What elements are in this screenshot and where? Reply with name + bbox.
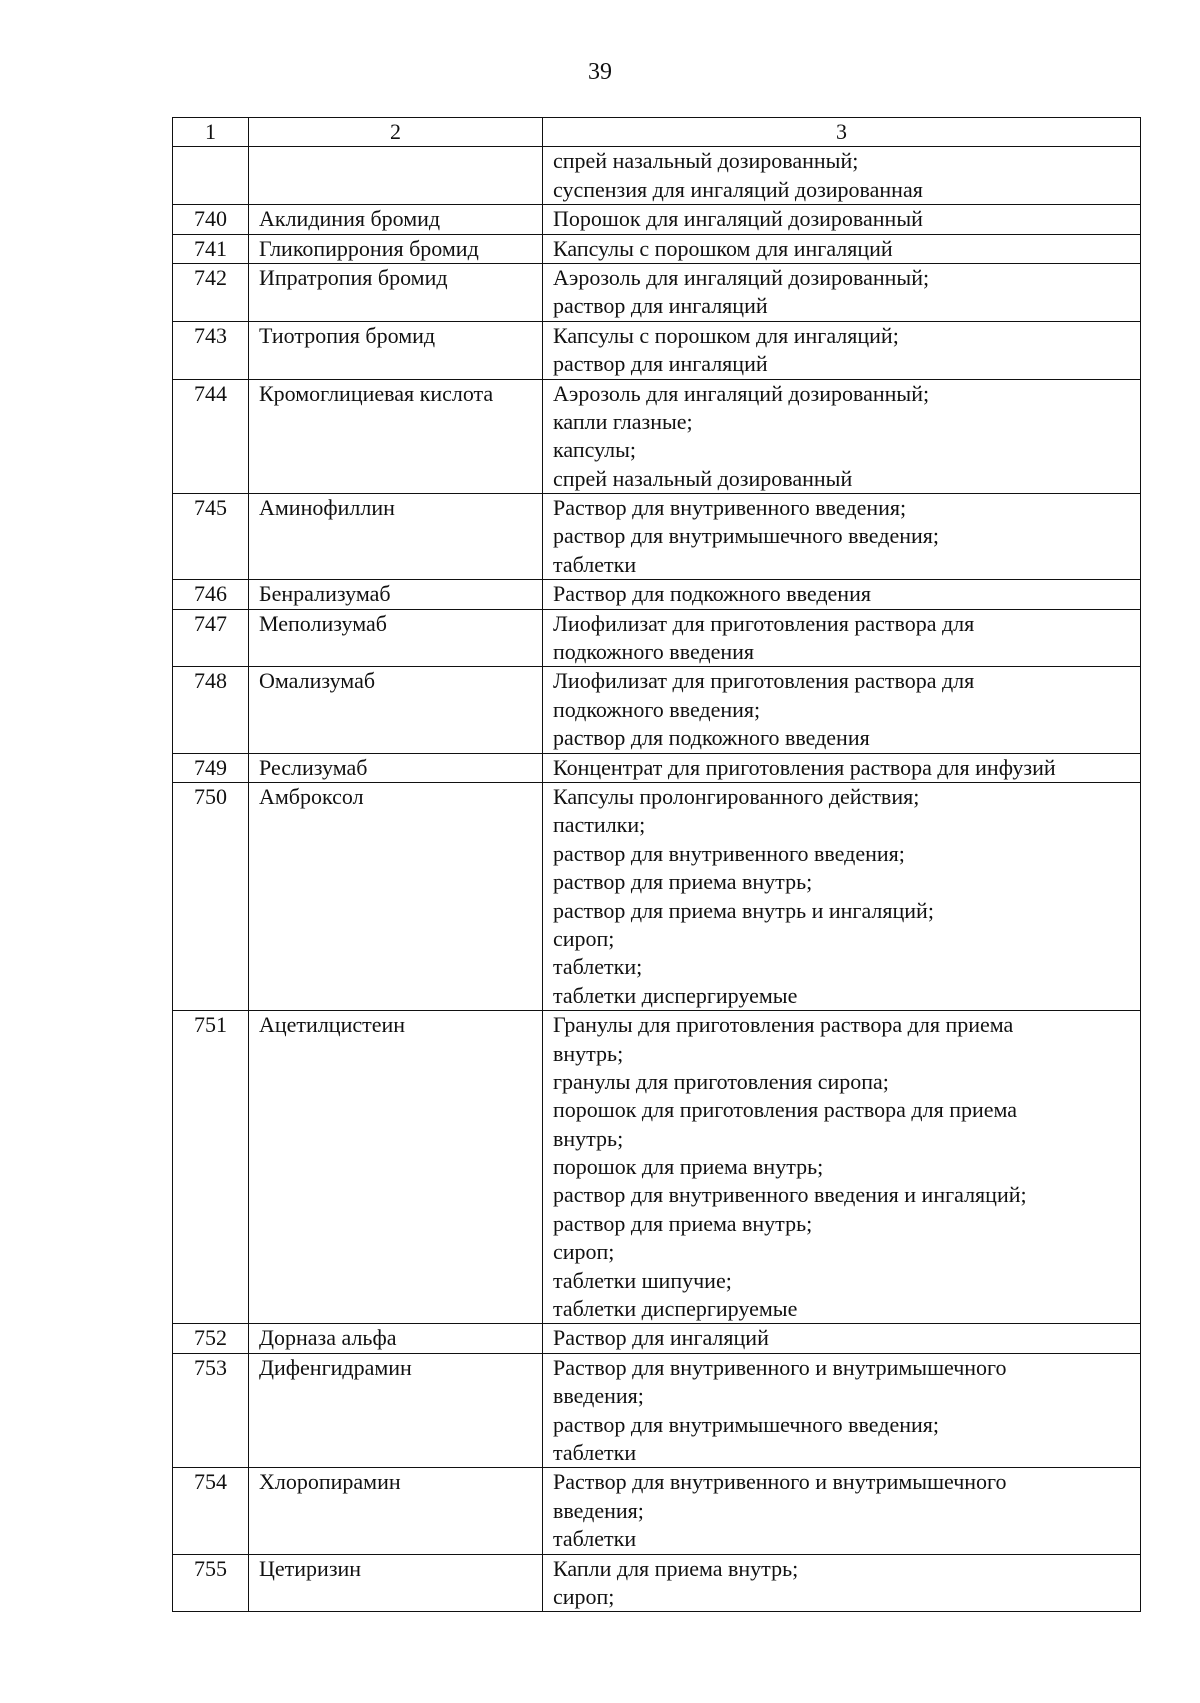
dosage-forms-cell <box>543 1324 1141 1353</box>
dosage-form-line: внутрь; <box>553 1040 624 1066</box>
row-number-cell <box>173 205 249 234</box>
dosage-form-line: Раствор для внутривенного и внутримышечного <box>553 1354 1007 1380</box>
drug-name: Омализумаб <box>259 668 376 694</box>
dosage-forms-cell <box>543 1011 1141 1324</box>
table-row <box>173 379 1141 494</box>
dosage-form-line: раствор для подкожного введения <box>553 725 870 751</box>
drug-name-cell <box>249 263 543 321</box>
dosage-forms-cell <box>543 1554 1141 1612</box>
drug-name-cell <box>249 1011 543 1324</box>
row-number: 741 <box>194 235 227 261</box>
row-number: 748 <box>194 668 227 694</box>
row-number: 751 <box>194 1012 227 1038</box>
dosage-forms-cell <box>543 1353 1141 1468</box>
dosage-form-line: Гранулы для приготовления раствора для приема <box>553 1012 1014 1038</box>
row-number: 745 <box>194 495 227 521</box>
row-number-cell <box>173 609 249 667</box>
dosage-forms-cell <box>543 147 1141 205</box>
dosage-form-line: подкожного введения <box>553 639 755 665</box>
dosage-form-line: Капсулы пролонгированного действия; <box>553 783 920 809</box>
table-body <box>173 147 1141 1612</box>
table-row <box>173 667 1141 753</box>
drug-name: Ипратропия бромид <box>259 264 448 290</box>
dosage-forms-cell <box>543 494 1141 580</box>
column-header: 3 <box>543 118 1141 147</box>
drug-name-cell <box>249 580 543 609</box>
drug-name-cell <box>249 321 543 379</box>
row-number: 752 <box>194 1325 227 1351</box>
dosage-form-line: раствор для приема внутрь и ингаляций; <box>553 897 934 923</box>
drug-name-cell <box>249 1324 543 1353</box>
dosage-form-line: раствор для внутривенного введения и ингаляций; <box>553 1182 1027 1208</box>
row-number-cell <box>173 580 249 609</box>
dosage-form-line: Аэрозоль для ингаляций дозированный; <box>553 380 930 406</box>
row-number-cell <box>173 1353 249 1468</box>
drug-name: Тиотропия бромид <box>259 322 436 348</box>
row-number: 746 <box>194 581 227 607</box>
drug-name: Дифенгидрамин <box>259 1354 412 1380</box>
dosage-form-line: таблетки диспергируемые <box>553 982 798 1008</box>
dosage-form-line: раствор для внутримышечного введения; <box>553 523 940 549</box>
drug-name-cell <box>249 667 543 753</box>
dosage-form-line: таблетки <box>553 551 637 577</box>
dosage-form-line: спрей назальный дозированный <box>553 465 853 491</box>
dosage-forms-cell <box>543 753 1141 782</box>
dosage-form-line: Раствор для внутривенного и внутримышечного <box>553 1469 1007 1495</box>
dosage-forms-cell <box>543 1468 1141 1554</box>
table-row <box>173 147 1141 205</box>
dosage-forms-cell <box>543 580 1141 609</box>
dosage-form-line: раствор для приема внутрь; <box>553 869 813 895</box>
dosage-forms-cell <box>543 205 1141 234</box>
drug-name-cell <box>249 234 543 263</box>
drug-name: Амброксол <box>259 783 364 809</box>
drug-name <box>259 147 538 175</box>
dosage-form-line: сироп; <box>553 925 615 951</box>
dosage-form-line: порошок для приготовления раствора для приема <box>553 1097 1018 1123</box>
row-number: 743 <box>194 322 227 348</box>
dosage-form-line: сироп; <box>553 1583 615 1609</box>
row-number-cell <box>173 147 249 205</box>
dosage-form-line: Раствор для подкожного введения <box>553 581 871 607</box>
table-row <box>173 1011 1141 1324</box>
drug-name-cell <box>249 1468 543 1554</box>
drug-name: Ацетилцистеин <box>259 1012 406 1038</box>
drug-name: Реслизумаб <box>259 754 368 780</box>
dosage-forms-cell <box>543 263 1141 321</box>
table-row <box>173 609 1141 667</box>
dosage-form-line: Раствор для ингаляций <box>553 1325 769 1351</box>
row-number: 754 <box>194 1469 227 1495</box>
drug-name-cell <box>249 494 543 580</box>
dosage-forms-cell <box>543 321 1141 379</box>
drug-name-cell <box>249 609 543 667</box>
dosage-forms-cell <box>543 379 1141 494</box>
dosage-form-line: Раствор для внутривенного введения; <box>553 495 907 521</box>
table-row <box>173 1554 1141 1612</box>
dosage-form-line: введения; <box>553 1497 644 1523</box>
row-number <box>173 147 248 175</box>
table-row <box>173 1468 1141 1554</box>
drug-name-cell <box>249 782 543 1010</box>
row-number: 755 <box>194 1555 227 1581</box>
drug-name: Гликопиррония бромид <box>259 235 479 261</box>
row-number-cell <box>173 1324 249 1353</box>
table-row <box>173 205 1141 234</box>
row-number-cell <box>173 1468 249 1554</box>
row-number-cell <box>173 1554 249 1612</box>
dosage-form-line: пастилки; <box>553 812 646 838</box>
row-number: 753 <box>194 1354 227 1380</box>
drug-name: Меполизумаб <box>259 610 387 636</box>
dosage-form-line: таблетки <box>553 1526 637 1552</box>
dosage-form-line: подкожного введения; <box>553 696 761 722</box>
dosage-forms-cell <box>543 667 1141 753</box>
drug-name-cell <box>249 147 543 205</box>
row-number: 742 <box>194 264 227 290</box>
row-number: 744 <box>194 380 227 406</box>
table-row <box>173 1353 1141 1468</box>
row-number-cell <box>173 782 249 1010</box>
dosage-forms-cell <box>543 782 1141 1010</box>
dosage-form-line: раствор для внутримышечного введения; <box>553 1411 940 1437</box>
dosage-form-line: капли глазные; <box>553 408 693 434</box>
table-row <box>173 753 1141 782</box>
table-row <box>173 782 1141 1010</box>
drug-name-cell <box>249 1353 543 1468</box>
drug-name-cell <box>249 753 543 782</box>
dosage-form-line: гранулы для приготовления сиропа; <box>553 1068 889 1094</box>
dosage-form-line: Концентрат для приготовления раствора для инфузий <box>553 754 1056 780</box>
dosage-form-line: введения; <box>553 1383 644 1409</box>
row-number-cell <box>173 753 249 782</box>
dosage-form-line: порошок для приема внутрь; <box>553 1154 824 1180</box>
dosage-forms-cell <box>543 609 1141 667</box>
row-number-cell <box>173 234 249 263</box>
dosage-form-line: Порошок для ингаляций дозированный <box>553 206 923 232</box>
table-row <box>173 494 1141 580</box>
dosage-form-line: таблетки шипучие; <box>553 1267 732 1293</box>
drug-name: Бенрализумаб <box>259 581 391 607</box>
row-number-cell <box>173 321 249 379</box>
column-header: 1 <box>173 118 249 147</box>
drug-name: Хлоропирамин <box>259 1469 401 1495</box>
drug-name: Кромоглициевая кислота <box>259 380 494 406</box>
drug-name: Цетиризин <box>259 1555 362 1581</box>
row-number: 740 <box>194 206 227 232</box>
dosage-form-line: таблетки диспергируемые <box>553 1296 798 1322</box>
dosage-form-line: раствор для внутривенного введения; <box>553 840 905 866</box>
dosage-form-line: Капсулы с порошком для ингаляций; <box>553 322 899 348</box>
row-number: 749 <box>194 754 227 780</box>
drug-name: Дорназа альфа <box>259 1325 397 1351</box>
row-number-cell <box>173 494 249 580</box>
row-number-cell <box>173 1011 249 1324</box>
drug-name: Аклидиния бромид <box>259 206 441 232</box>
column-header: 2 <box>249 118 543 147</box>
dosage-form-line: капсулы; <box>553 437 636 463</box>
table-row <box>173 263 1141 321</box>
dosage-form-line: Капли для приема внутрь; <box>553 1555 799 1581</box>
drug-name-cell <box>249 205 543 234</box>
row-number-cell <box>173 379 249 494</box>
row-number: 750 <box>194 783 227 809</box>
dosage-form-line: суспензия для ингаляций дозированная <box>553 176 923 202</box>
drug-name-cell <box>249 1554 543 1612</box>
dosage-form-line: спрей назальный дозированный; <box>553 148 859 174</box>
row-number: 747 <box>194 610 227 636</box>
page-number: 39 <box>588 59 612 85</box>
dosage-form-line: таблетки <box>553 1439 637 1465</box>
table-row <box>173 234 1141 263</box>
dosage-forms-cell <box>543 234 1141 263</box>
dosage-form-line: раствор для ингаляций <box>553 351 768 377</box>
dosage-form-line: сироп; <box>553 1239 615 1265</box>
dosage-form-line: Лиофилизат для приготовления раствора для <box>553 610 975 636</box>
row-number-cell <box>173 263 249 321</box>
dosage-form-line: раствор для ингаляций <box>553 293 768 319</box>
dosage-form-line: таблетки; <box>553 954 643 980</box>
dosage-form-line: раствор для приема внутрь; <box>553 1210 813 1236</box>
drug-table <box>172 117 1141 1612</box>
table-row <box>173 580 1141 609</box>
row-number-cell <box>173 667 249 753</box>
dosage-form-line: Аэрозоль для ингаляций дозированный; <box>553 264 930 290</box>
drug-name: Аминофиллин <box>259 495 395 521</box>
table-row <box>173 1324 1141 1353</box>
dosage-form-line: Лиофилизат для приготовления раствора для <box>553 668 975 694</box>
drug-name-cell <box>249 379 543 494</box>
table-header-row <box>173 118 1141 147</box>
table-row <box>173 321 1141 379</box>
dosage-form-line: Капсулы с порошком для ингаляций <box>553 235 893 261</box>
dosage-form-line: внутрь; <box>553 1125 624 1151</box>
